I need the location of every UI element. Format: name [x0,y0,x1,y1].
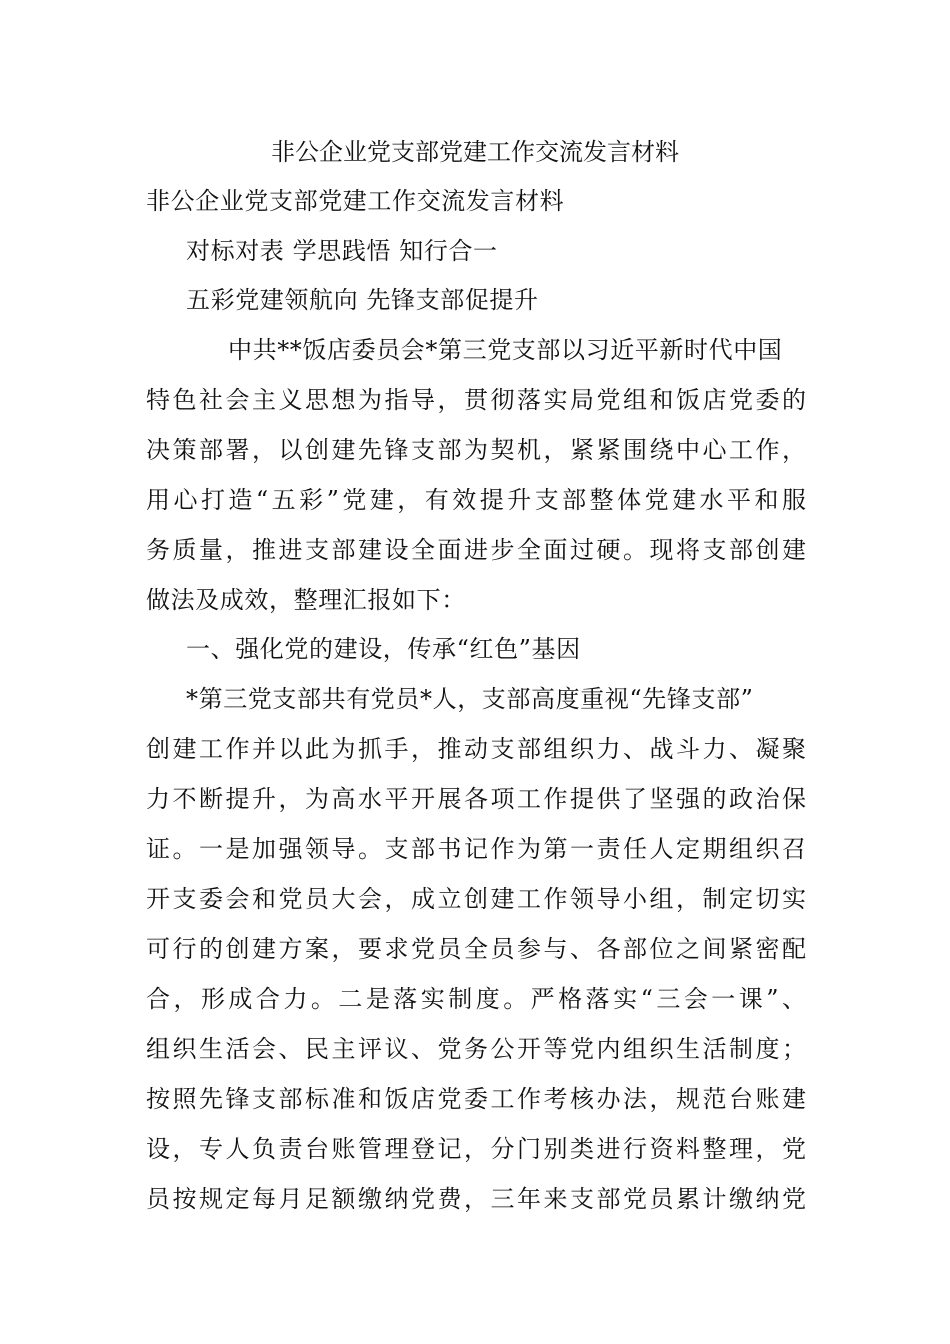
text-line: 组织生活会、民主评议、党务公开等党内组织生活制度； [146,1035,806,1063]
text-line: 做法及成效，整理汇报如下： [146,586,466,614]
text-line: 按照先锋支部标准和饭店党委工作考核办法，规范台账建 [146,1085,806,1113]
document-title: 非公企业党支部党建工作交流发言材料 [271,138,679,166]
text-line: 员按规定每月足额缴纳党费，三年来支部党员累计缴纳党 [146,1185,806,1213]
text-line: 对标对表 学思践悟 知行合一 [186,237,498,265]
text-line: *第三党支部共有党员*人，支部高度重视“先锋支部” [186,685,754,713]
text-line: 特色社会主义思想为指导，贯彻落实局党组和饭店党委的 [146,386,806,414]
text-line: 五彩党建领航向 先锋支部促提升 [186,286,539,314]
text-line: 力不断提升，为高水平开展各项工作提供了坚强的政治保 [146,785,806,813]
text-line: 设，专人负责台账管理登记，分门别类进行资料整理，党 [146,1135,806,1163]
text-line: 决策部署，以创建先锋支部为契机，紧紧围绕中心工作， [146,436,806,464]
text-line: 证。一是加强领导。支部书记作为第一责任人定期组织召 [146,835,806,863]
text-line: 务质量，推进支部建设全面进步全面过硬。现将支部创建 [146,536,806,564]
text-line: 非公企业党支部党建工作交流发言材料 [146,187,565,215]
text-line: 用心打造“五彩”党建，有效提升支部整体党建水平和服 [146,486,806,514]
text-line: 可行的创建方案，要求党员全员参与、各部位之间紧密配 [146,935,806,963]
section-heading: 一、强化党的建设，传承“红色”基因 [186,635,581,663]
text-line: 中共**饭店委员会*第三党支部以习近平新时代中国 [228,336,783,364]
text-line: 创建工作并以此为抓手，推动支部组织力、战斗力、凝聚 [146,735,806,763]
text-line: 开支委会和党员大会，成立创建工作领导小组，制定切实 [146,885,806,913]
text-line: 合，形成合力。二是落实制度。严格落实“三会一课”、 [146,985,806,1013]
